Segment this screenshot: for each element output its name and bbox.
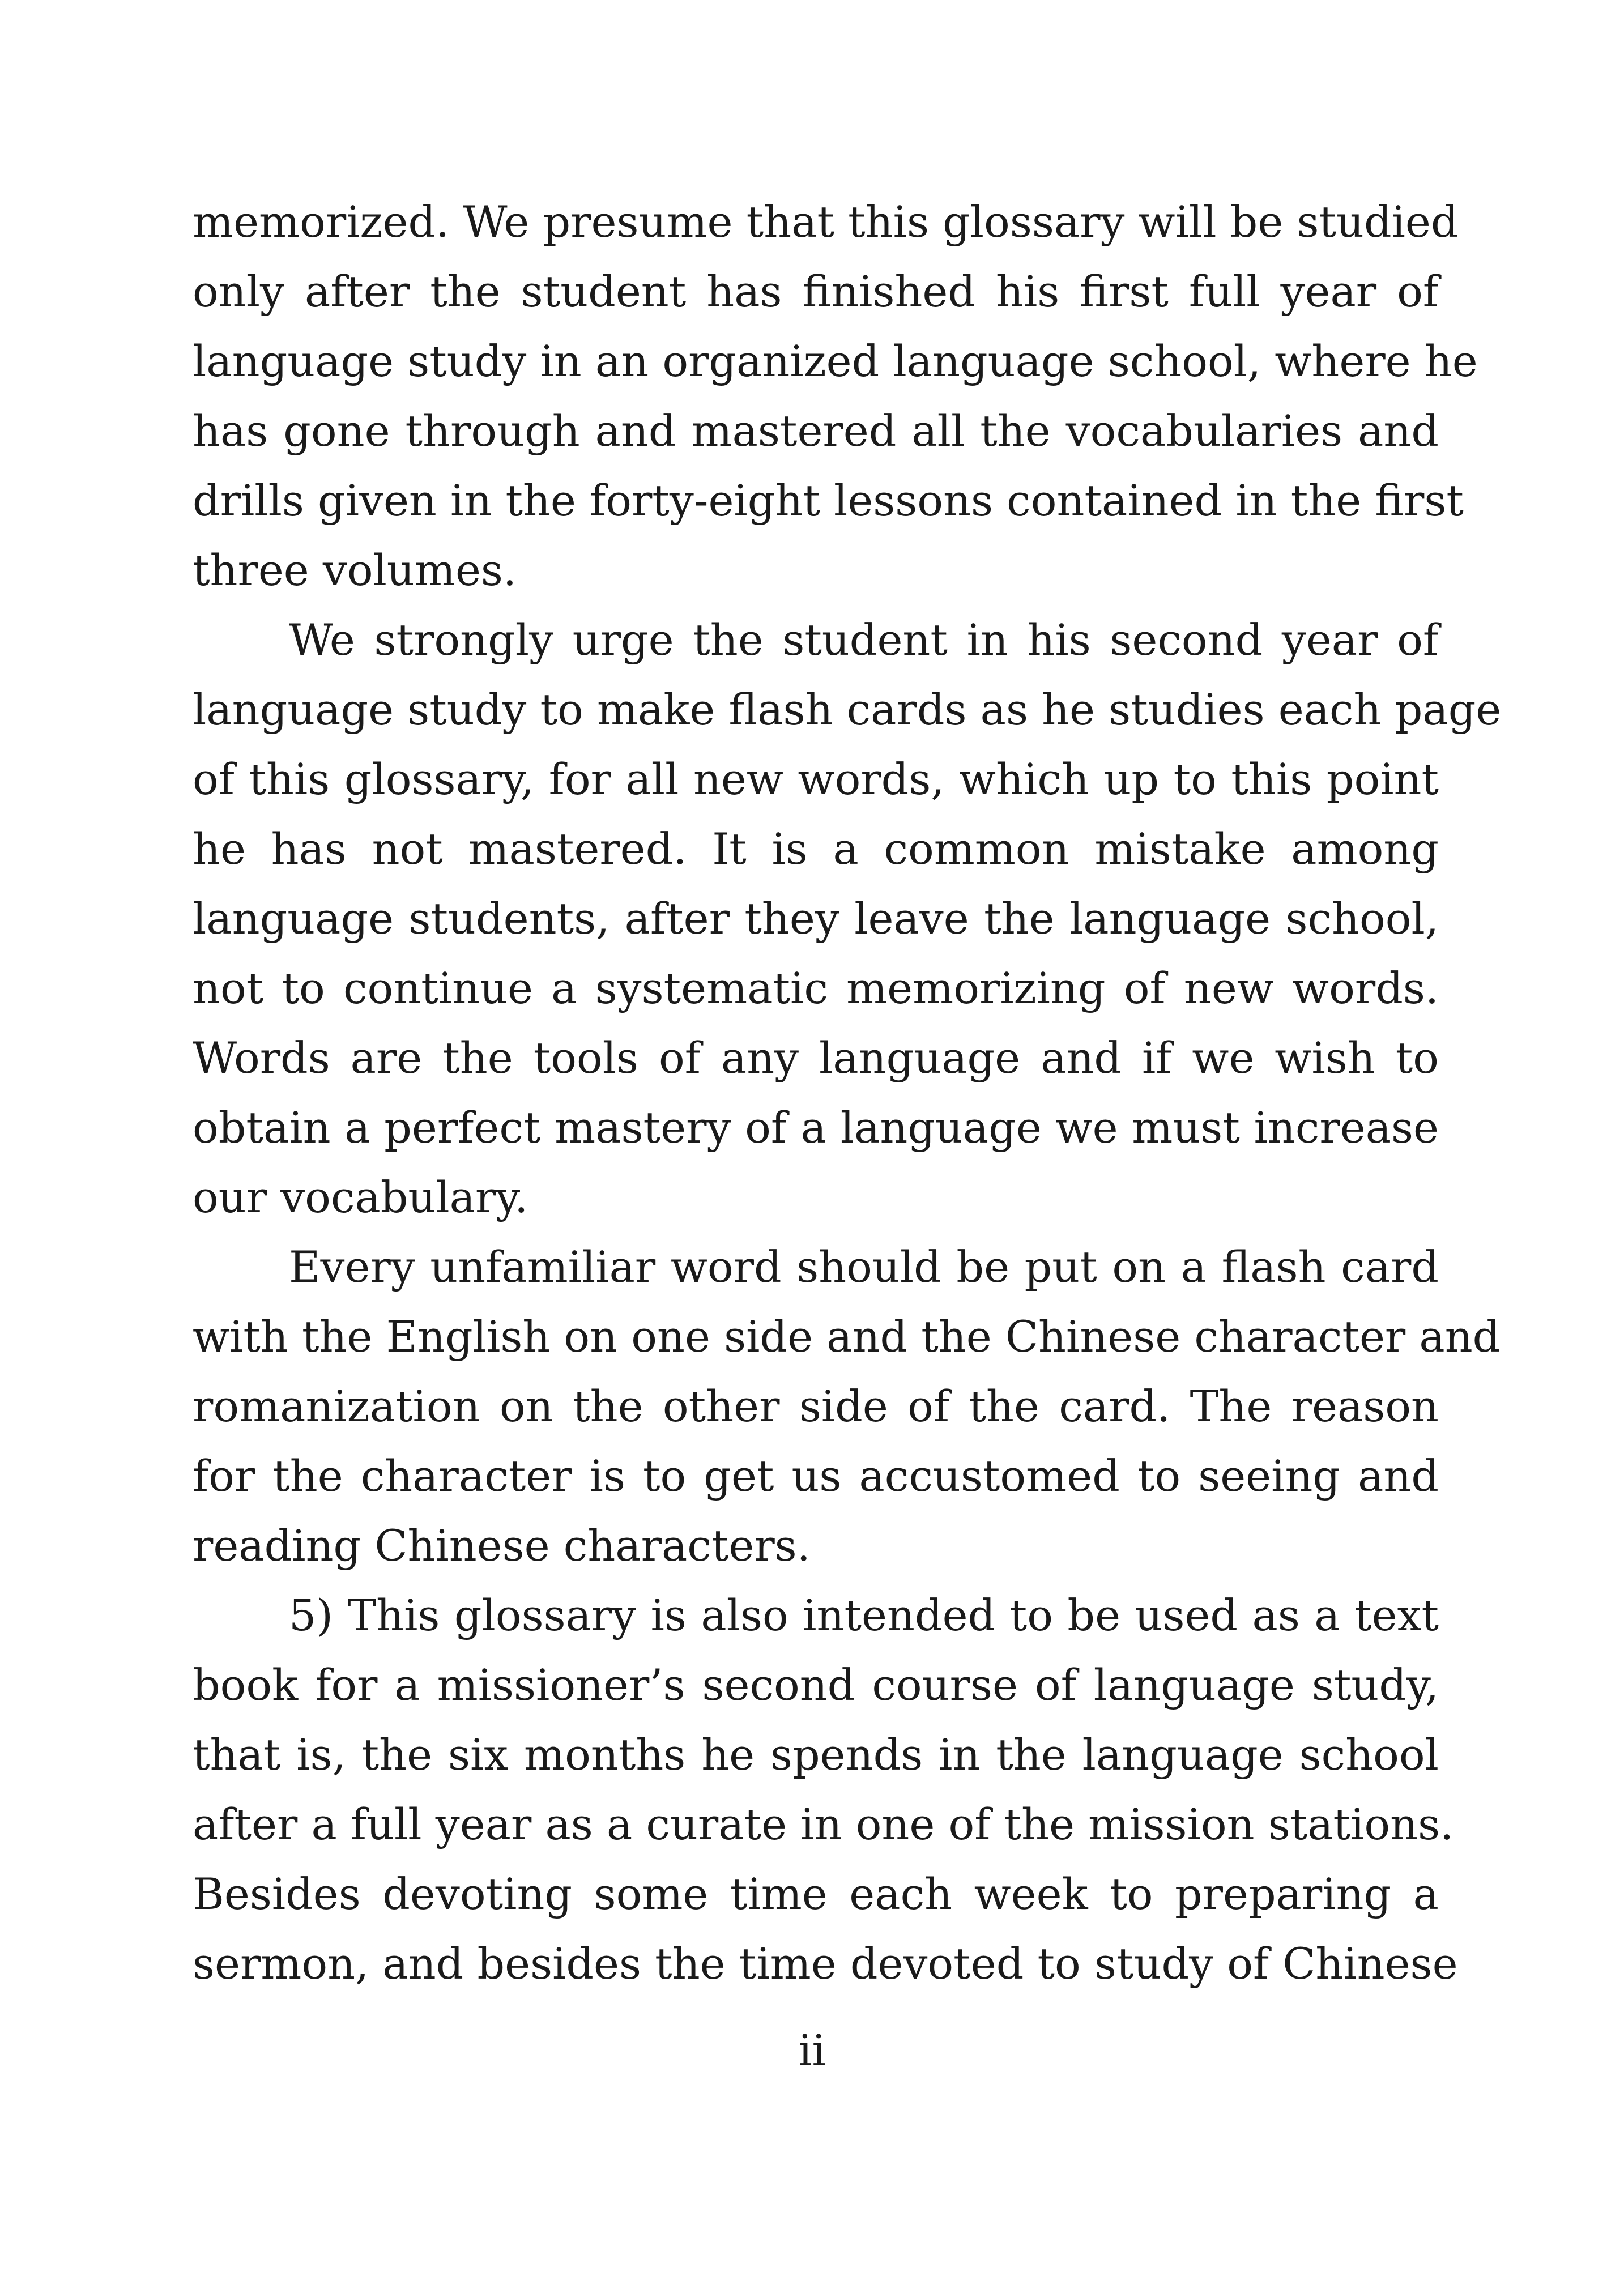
text-line: for the character is to get us accustomed to seeing and	[193, 1451, 1439, 1501]
text-line: after a full year as a curate in one of the mission stations.	[193, 1799, 1454, 1849]
text-line: memorized. We presume that this glossary will be studied	[193, 197, 1459, 247]
text-line: language students, after they leave the language school,	[193, 893, 1439, 944]
text-line: obtain a perfect mastery of a language we must increase	[193, 1102, 1439, 1153]
text-line: Every unfamiliar word should be put on a flash card	[289, 1242, 1439, 1292]
text-line: 5) This glossary is also intended to be used as a text	[289, 1590, 1439, 1640]
text-line: sermon, and besides the time devoted to study of Chinese	[193, 1938, 1458, 1989]
text-line: only after the student has finished his first full year of	[193, 266, 1439, 317]
text-line: of this glossary, for all new words, which up to this point	[193, 754, 1439, 804]
text-line: three volumes.	[193, 545, 517, 595]
body-text	[193, 187, 1502, 1998]
text-line: book for a missioner’s second course of language study,	[193, 1660, 1439, 1710]
text-line: with the English on one side and the Chinese character and	[193, 1311, 1501, 1362]
text-line: Besides devoting some time each week to preparing a	[193, 1869, 1439, 1919]
text-line: he has not mastered. It is a common mistake among	[193, 824, 1439, 874]
text-line: drills given in the forty-eight lessons contained in the first	[193, 475, 1464, 526]
text-line: reading Chinese characters.	[193, 1520, 811, 1571]
text-line: language study to make flash cards as he studies each page	[193, 684, 1502, 735]
text-line: Words are the tools of any language and if we wish to	[193, 1033, 1439, 1083]
text-line: our vocabulary.	[193, 1172, 528, 1222]
text-line: not to continue a systematic memorizing of new words.	[193, 963, 1439, 1013]
text-line: has gone through and mastered all the vocabularies and	[193, 406, 1439, 456]
text-line: language study in an organized language school, where he	[193, 336, 1478, 386]
text-line: that is, the six months he spends in the language school	[193, 1729, 1439, 1780]
text-line: romanization on the other side of the card. The reason	[193, 1381, 1439, 1431]
page-number: ii	[798, 2025, 826, 2075]
text-line: We strongly urge the student in his second year of	[289, 615, 1439, 665]
